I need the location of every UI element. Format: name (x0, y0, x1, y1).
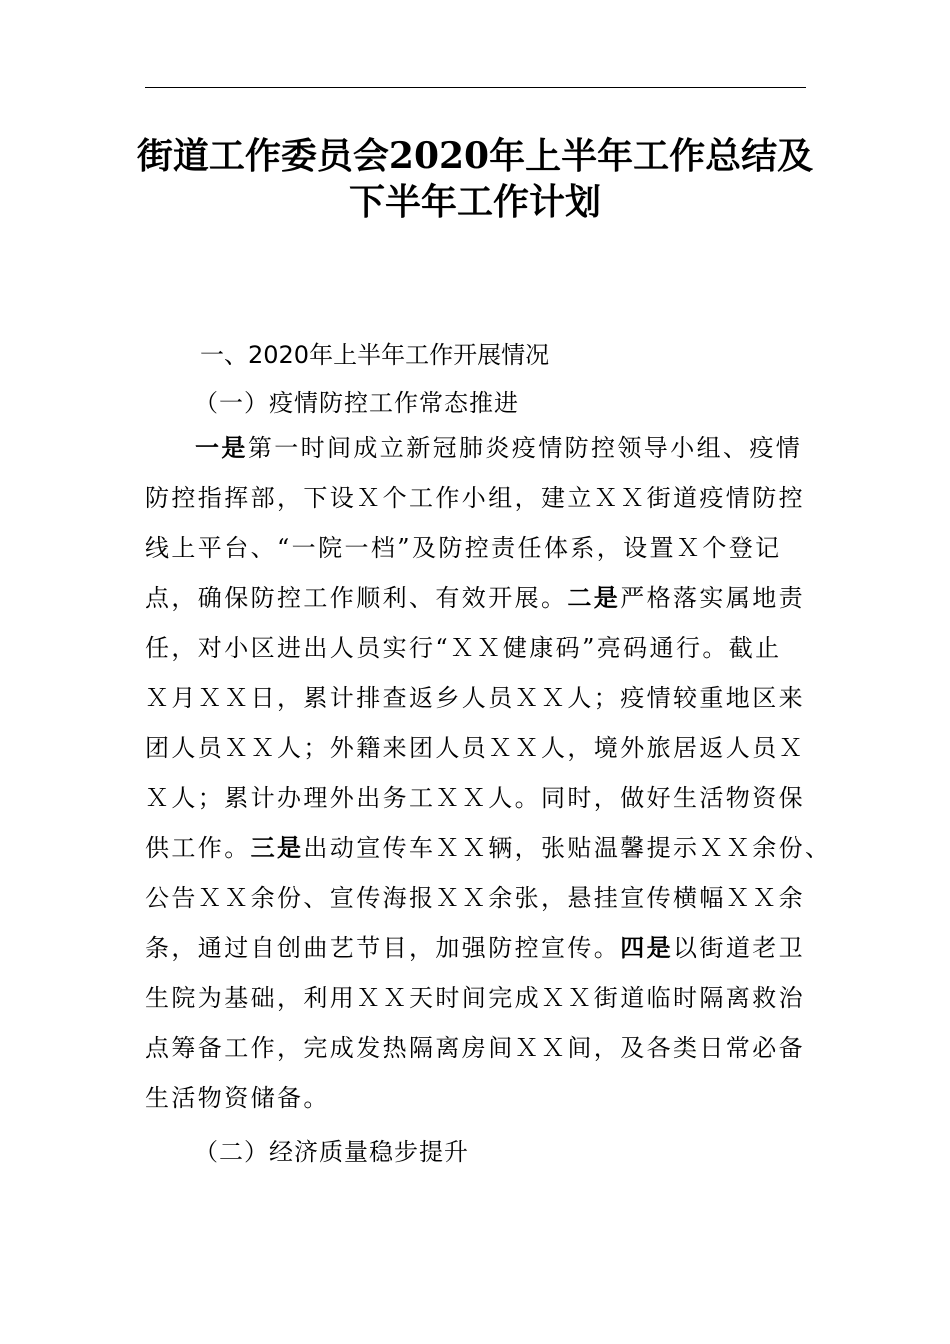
subsection-heading-2: （二）经济质量稳步提升 (194, 1138, 469, 1166)
paragraph-line: 生院为基础，利用ＸＸ天时间完成ＸＸ街道临时隔离救治 (145, 984, 805, 1012)
header-rule (145, 87, 806, 88)
paragraph-line: 防控指挥部，下设Ｘ个工作小组，建立ＸＸ街道疫情防控 (145, 484, 805, 512)
paragraph-line: 团人员ＸＸ人；外籍来团人员ＸＸ人，境外旅居返人员Ｘ (145, 734, 805, 762)
paragraph-line (195, 433, 865, 463)
line-text: 以街道老卫 (673, 934, 806, 962)
paragraph-line (145, 583, 815, 613)
paragraph-line: 点筹备工作，完成发热隔离房间ＸＸ间，及各类日常必备 (145, 1034, 805, 1062)
line-text: 供工作。 (145, 834, 251, 862)
line-text: 点，确保防控工作顺利、有效开展。 (145, 584, 568, 612)
paragraph-line: 线上平台、“一院一档”及防控责任体系，设置Ｘ个登记 (145, 534, 782, 562)
section-heading: 一、2020年上半年工作开展情况 (200, 341, 550, 369)
line-text: 出动宣传车ＸＸ辆，张贴温馨提示ＸＸ余份、 (303, 834, 832, 862)
paragraph-line (145, 933, 815, 963)
paragraph-line: 生活物资储备。 (145, 1084, 330, 1112)
line-text: 第一时间成立新冠肺炎疫情防控领导小组、疫情 (247, 434, 803, 462)
paragraph-line: Ｘ月ＸＸ日，累计排查返乡人员ＸＸ人；疫情较重地区来 (145, 684, 805, 712)
line-text: 条，通过自创曲艺节目，加强防控宣传。 (145, 934, 621, 962)
emphasis-second: 二是 (567, 584, 621, 612)
emphasis-first: 一是 (195, 434, 248, 462)
line-text: 严格落实属地责 (620, 584, 806, 612)
paragraph-line (145, 833, 832, 863)
paragraph-line: Ｘ人；累计办理外出务工ＸＸ人。同时，做好生活物资保 (145, 784, 805, 812)
subsection-heading-1: （一）疫情防控工作常态推进 (194, 389, 519, 417)
document-title-line-2: 下半年工作计划 (348, 181, 601, 223)
emphasis-third: 三是 (250, 834, 304, 862)
paragraph-line: 任，对小区进出人员实行“ＸＸ健康码”亮码通行。截止 (145, 634, 782, 662)
emphasis-fourth: 四是 (620, 934, 674, 962)
paragraph-line: 公告ＸＸ余份、宣传海报ＸＸ余张，悬挂宣传横幅ＸＸ余 (145, 884, 805, 912)
document-title-line-1: 街道工作委员会2020年上半年工作总结及 (136, 135, 814, 177)
